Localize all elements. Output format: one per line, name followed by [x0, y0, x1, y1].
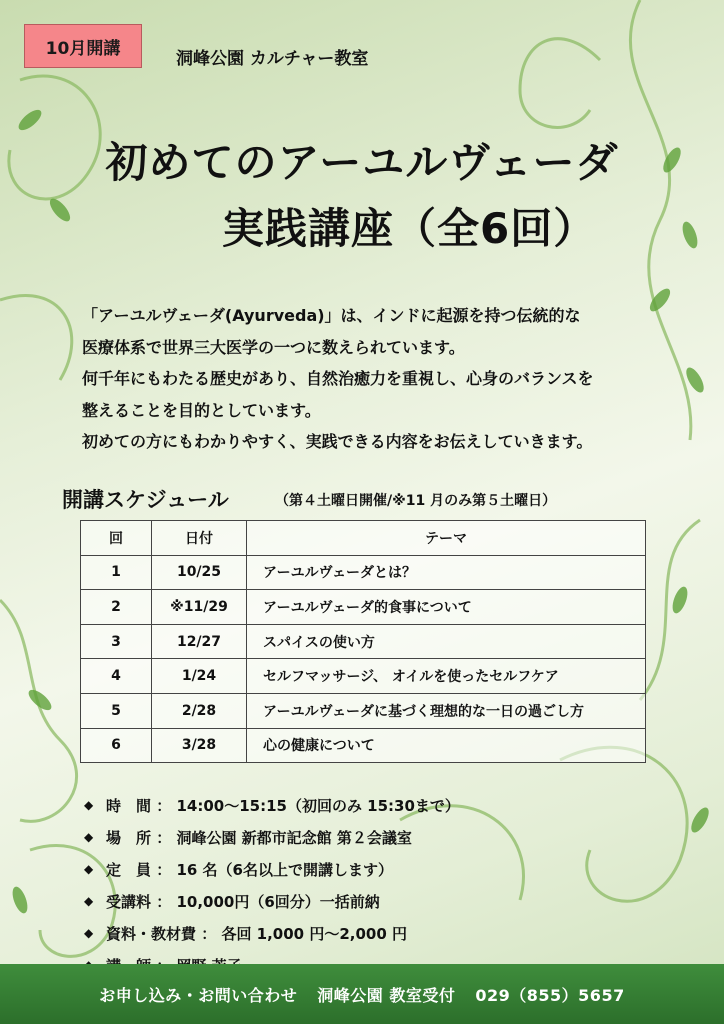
session-number: 1: [81, 555, 152, 590]
header-session: 回: [81, 521, 152, 556]
diamond-bullet-icon: ◆: [84, 830, 94, 844]
diamond-bullet-icon: ◆: [84, 798, 94, 812]
session-theme: アーユルヴェーダに基づく理想的な一日の過ごし方: [247, 693, 646, 728]
contact-phone: 029（855）5657: [475, 985, 625, 1005]
table-header-row: [81, 521, 646, 556]
contact-footer: [0, 964, 724, 1024]
session-date: ※11/29: [152, 590, 247, 625]
detail-text: 時 間 ： 14:00～15:15（初回のみ 15:30まで）: [106, 796, 460, 815]
session-theme: スパイスの使い方: [247, 624, 646, 659]
header-date: 日付: [152, 521, 247, 556]
session-number: 5: [81, 693, 152, 728]
diamond-bullet-icon: ◆: [84, 894, 94, 908]
session-theme: セルフマッサージ、 オイルを使ったセルフケア: [247, 659, 646, 694]
session-date: 10/25: [152, 555, 247, 590]
detail-item-place: [84, 821, 460, 853]
diamond-bullet-icon: ◆: [84, 926, 94, 940]
intro-line: 医療体系で世界三大医学の一つに数えられています。: [82, 337, 465, 357]
session-number: 4: [81, 659, 152, 694]
session-date: 12/27: [152, 624, 247, 659]
detail-text: 定 員 ： 16 名（6名以上で開講します）: [106, 860, 393, 879]
opening-month-badge: 10月開講: [24, 24, 142, 68]
intro-line: 初めての方にもわかりやすく、実践できる内容をお伝えしていきます。: [82, 432, 593, 451]
session-date: 3/28: [152, 728, 247, 763]
detail-text: 受講料 ： 10,000円（6回分）一括前納: [106, 892, 380, 911]
session-theme: アーユルヴェーダ的食事について: [247, 590, 646, 625]
session-theme: 心の健康について: [247, 728, 646, 763]
table-row: [81, 659, 646, 694]
schedule-note: （第４土曜日開催/※11 月のみ第５土曜日）: [275, 493, 557, 509]
organizer-name: 洞峰公園 カルチャー教室: [176, 49, 369, 69]
title-line-1: 初めてのアーユルヴェーダ: [105, 138, 619, 187]
detail-text: 資料・教材費 ： 各回 1,000 円～2,000 円: [106, 924, 408, 943]
diamond-bullet-icon: ◆: [84, 862, 94, 876]
detail-item-capacity: [84, 853, 460, 885]
detail-item-time: [84, 789, 460, 821]
contact-place: 洞峰公園 教室受付: [317, 985, 456, 1005]
session-date: 2/28: [152, 693, 247, 728]
header-theme: テーマ: [247, 521, 646, 556]
course-details: [84, 789, 460, 981]
table-row: [81, 693, 646, 728]
session-number: 6: [81, 728, 152, 763]
table-row: [81, 590, 646, 625]
session-theme: アーユルヴェーダとは？: [247, 555, 646, 590]
session-date: 1/24: [152, 659, 247, 694]
table-row: [81, 624, 646, 659]
intro-text: [82, 300, 682, 458]
table-row: [81, 555, 646, 590]
detail-text: 場 所 ： 洞峰公園 新都市記念館 第２会議室: [106, 828, 412, 847]
schedule-heading: 開講スケジュール: [62, 488, 229, 512]
session-number: 2: [81, 590, 152, 625]
title-line-2: 実践講座（全6回）: [222, 204, 597, 253]
session-number: 3: [81, 624, 152, 659]
detail-item-materials: [84, 917, 460, 949]
intro-line: 整えることを目的としています。: [82, 400, 321, 420]
detail-item-fee: [84, 885, 460, 917]
table-row: [81, 728, 646, 763]
schedule-table: [80, 520, 646, 763]
contact-label: お申し込み・お問い合わせ: [99, 985, 298, 1005]
intro-line: 何千年にもわたる歴史があり、自然治癒力を重視し、心身のバランスを: [82, 369, 594, 388]
intro-line: 「アーユルヴェーダ(Ayurveda)」は、インドに起源を持つ伝統的な: [82, 306, 581, 325]
